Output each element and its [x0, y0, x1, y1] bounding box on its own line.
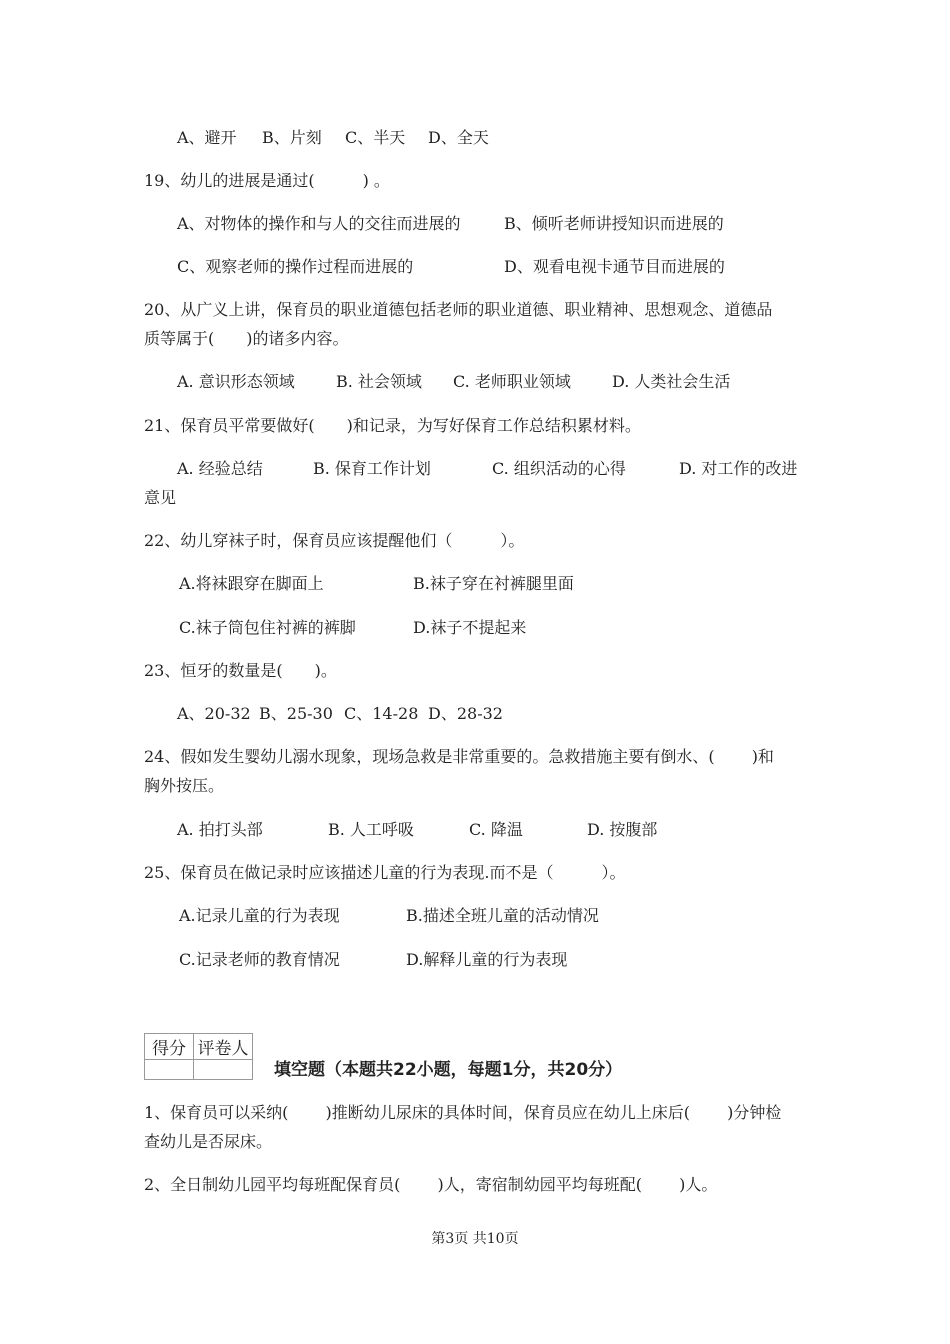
q19-stem: 19、幼儿的进展是通过( ) 。	[144, 171, 390, 190]
q22-option-d: D.袜子不提起来	[413, 618, 527, 637]
q25-stem: 25、保育员在做记录时应该描述儿童的行为表现.而不是（ ）。	[144, 863, 626, 882]
page-footer: 第3页 共10页	[431, 1231, 519, 1247]
q20-option-a: A. 意识形态领域	[177, 372, 295, 391]
q25-option-c: C.记录老师的教育情况	[179, 950, 340, 969]
q23-stem: 23、恒牙的数量是( )。	[144, 661, 337, 680]
q24-option-d: D. 按腹部	[587, 820, 658, 839]
q19-option-c: C、观察老师的操作过程而进展的	[177, 257, 414, 276]
q24-option-a: A. 拍打头部	[177, 820, 263, 839]
q18-option-d: D、全天	[428, 128, 489, 147]
q18-option-a: A、避开	[177, 128, 237, 147]
q24-option-b: B. 人工呼吸	[328, 820, 414, 839]
q25-option-a: A.记录儿童的行为表现	[179, 906, 340, 925]
q21-option-d-wrap: 意见	[144, 488, 177, 507]
score-cell	[145, 1060, 194, 1080]
q22-option-b: B.袜子穿在衬裤腿里面	[413, 574, 574, 593]
q23-option-a: A、20-32	[177, 704, 251, 723]
q21-option-c: C. 组织活动的心得	[492, 459, 626, 478]
grader-header: 评卷人	[194, 1034, 253, 1060]
q19-option-a: A、对物体的操作和与人的交往而进展的	[177, 214, 461, 233]
q23-option-b: B、25-30	[259, 704, 333, 723]
score-header: 得分	[145, 1034, 194, 1060]
q18-option-b: B、片刻	[262, 128, 322, 147]
q18-option-c: C、半天	[345, 128, 406, 147]
score-table	[144, 1033, 253, 1080]
section-title: 填空题（本题共22小题，每题1分，共20分）	[274, 1060, 623, 1080]
q22-option-a: A.将袜跟穿在脚面上	[179, 574, 324, 593]
q22-stem: 22、幼儿穿袜子时，保育员应该提醒他们（ ）。	[144, 531, 525, 550]
q20-option-b: B. 社会领域	[336, 372, 422, 391]
q21-stem: 21、保育员平常要做好( )和记录，为写好保育工作总结积累材料。	[144, 416, 641, 435]
q20-stem-line2: 质等属于( )的诸多内容。	[144, 329, 349, 348]
fill1-line1: 1、保育员可以采纳( )推断幼儿尿床的具体时间，保育员应在幼儿上床后( )分钟检	[144, 1103, 782, 1122]
q19-option-b: B、倾听老师讲授知识而进展的	[504, 214, 724, 233]
q25-option-d: D.解释儿童的行为表现	[406, 950, 568, 969]
q24-stem-line2: 胸外按压。	[144, 776, 225, 795]
fill2-line1: 2、全日制幼儿园平均每班配保育员( )人，寄宿制幼园平均每班配( )人。	[144, 1175, 718, 1194]
q22-option-c: C.袜子筒包住衬裤的裤脚	[179, 618, 356, 637]
q21-option-b: B. 保育工作计划	[313, 459, 431, 478]
q24-option-c: C. 降温	[469, 820, 523, 839]
q20-option-d: D. 人类社会生活	[612, 372, 731, 391]
q23-option-c: C、14-28	[344, 704, 419, 723]
q23-option-d: D、28-32	[428, 704, 503, 723]
fill1-line2: 查幼儿是否尿床。	[144, 1132, 273, 1151]
q21-option-a: A. 经验总结	[177, 459, 263, 478]
q25-option-b: B.描述全班儿童的活动情况	[406, 906, 599, 925]
q20-option-c: C. 老师职业领域	[453, 372, 571, 391]
grader-cell	[194, 1060, 253, 1080]
q20-stem-line1: 20、从广义上讲，保育员的职业道德包括老师的职业道德、职业精神、思想观念、道德品	[144, 300, 773, 319]
q24-stem-line1: 24、假如发生婴幼儿溺水现象，现场急救是非常重要的。急救措施主要有倒水、( )和	[144, 747, 774, 766]
q19-option-d: D、观看电视卡通节目而进展的	[504, 257, 725, 276]
q21-option-d: D. 对工作的改进	[679, 459, 798, 478]
